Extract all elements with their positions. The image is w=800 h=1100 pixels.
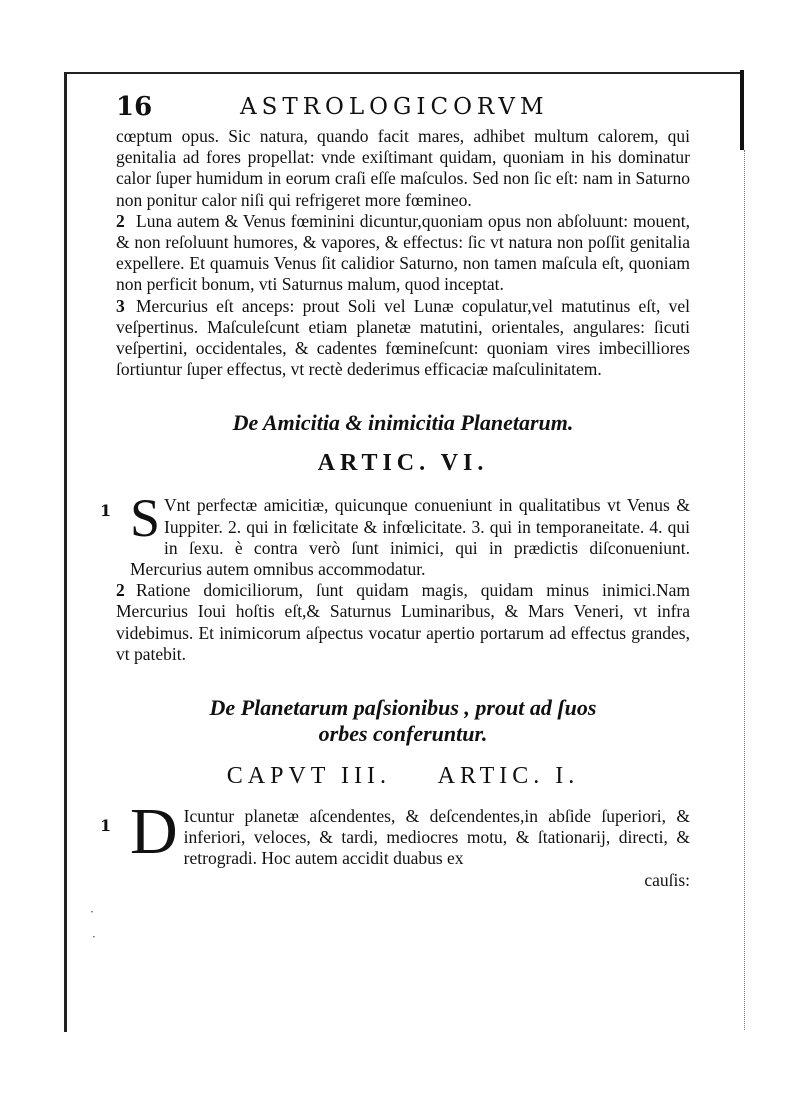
chapter-iii-paragraph-1 [100, 795, 690, 891]
margin-speck: · [90, 905, 94, 919]
paragraph-text: Vnt perfectæ amicitiæ, quicunque conueniunt in qualitatibus vt Venus & Iuppiter. 2. qui in fœlicitate & infœlicitate. 3. qui in temporaneitate. 4. qui in ſexu. è contra verò ſunt inimici, qui in prædictis diſconueniunt. Mercurius autem omnibus accommodatur. [130, 495, 690, 580]
paragraph-3 [116, 296, 690, 381]
chapter-heading [116, 763, 690, 790]
paragraph-text: Icuntur planetæ aſcendentes, & deſcendentes,in abſide ſuperiori, & inferiori, veloces, & tardi, mediocres motu, & ſtationarij, directi, & retrogradi. Hoc autem accidit duabus ex [183, 806, 690, 869]
paragraph-text: Mercurius eſt anceps: prout Soli vel Lunæ copulatur,vel matutinus eſt, vel veſpertinus. Maſculeſcunt etiam planetæ matutini, orientales, angulares: ſicuti veſpertini, occidentales, & cadentes fœmineſcunt: quoniam vires imbecilliores ſortiuntur ſuper effectus, vt rectè dederimus efficaciæ maſculinitatem. [116, 295, 690, 380]
page-border-left [64, 72, 67, 1032]
paragraph-2 [116, 211, 690, 296]
section-title-amicitia: De Amicitia & inimicitia Planetarum. [232, 410, 574, 436]
drop-cap-s: S [130, 488, 161, 549]
page-edge-right-shadow [744, 150, 745, 1030]
paragraph-number: 1 [100, 816, 112, 836]
page-number: 16 [116, 92, 153, 122]
paragraph-number: 2 [116, 210, 125, 231]
page-body [100, 92, 690, 891]
section-title-passionibus [116, 695, 690, 747]
section-title-line-2: orbes conferuntur. [318, 721, 488, 747]
article-vi-paragraph-2 [116, 580, 690, 665]
paragraph-number: 2 [116, 580, 125, 601]
margin-speck: · [92, 930, 96, 944]
page-header [116, 92, 690, 126]
article-label: ARTIC. I. [437, 763, 580, 790]
paragraph-number: 1 [100, 501, 112, 521]
page-edge-right [740, 70, 744, 150]
section-title-line-1: De Planetarum paſsionibus , prout ad ſuos [209, 695, 597, 721]
chapter-label: CAPVT III. [226, 763, 391, 790]
paragraph-number: 3 [116, 295, 125, 316]
paragraph-text: Ratione domiciliorum, ſunt quidam magis, quidam minus inimici.Nam Mercurius Ioui hoſtis eſt,& Saturnus Luminaribus, & Mars Veneri, vt infra videbimus. Et inimicorum aſpectus vocatur apertio portarum ad effectus grandes, vt patebit. [116, 580, 690, 664]
drop-cap-d: D [130, 795, 178, 869]
paragraph-text: Luna autem & Venus fœminini dicuntur,quoniam opus non abſoluunt: mouent, & non reſoluunt humores, & vapores, & effectus: ſic vt natura non poſſit genitalia expellere. Et quamuis Venus ſit calidior Saturno, non tamen maſcula eſt, quoniam non perficit bonum, vti Saturnus malum, quod inceptat. [116, 210, 690, 295]
article-heading-vi: ARTIC. VI. [317, 450, 489, 477]
paragraph-intro: cœptum opus. Sic natura, quando facit mares, adhibet multum calorem, qui genitalia ad fores propellat: vnde exiſtimant quidam, quoniam in his dominatur calor ſuper humidum in eorum craſi eſſe maſculos. Sed non ſic eſt: nam in Saturno non ponitur calor niſi qui refrigeret more fœmineo. [116, 126, 690, 210]
catchword: cauſis: [644, 869, 690, 890]
article-vi-paragraph-1 [100, 488, 690, 580]
running-head: ASTROLOGICORVM [240, 94, 549, 120]
page-border-top [66, 72, 742, 74]
